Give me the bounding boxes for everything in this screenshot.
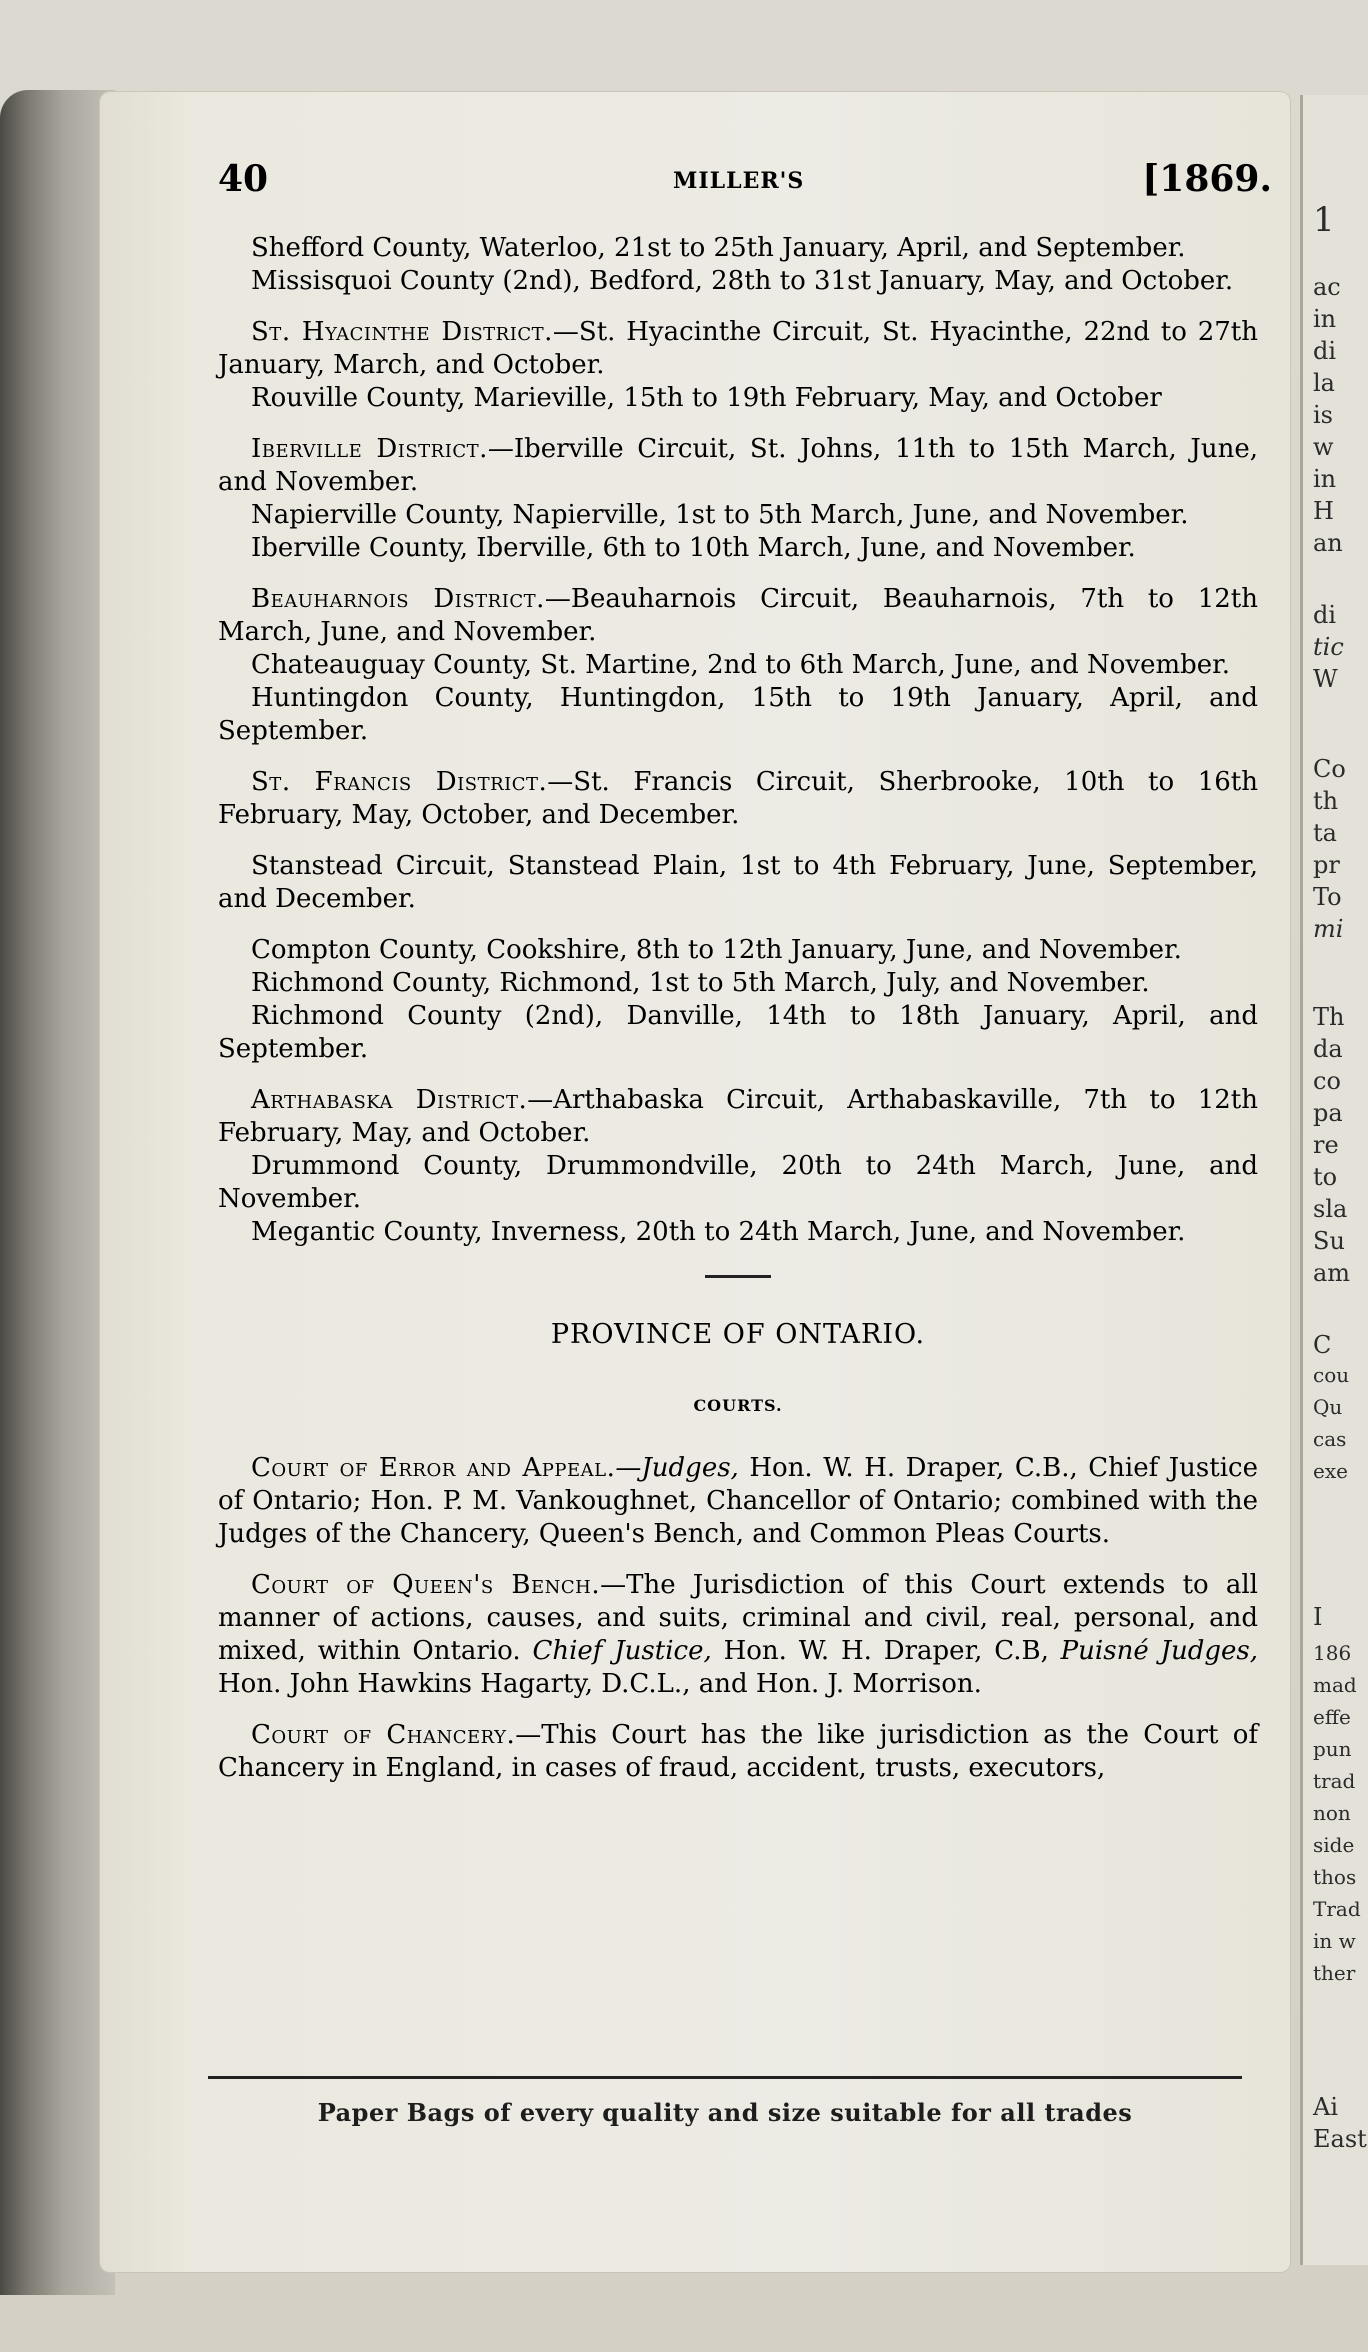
adjacent-page-fragment: ther <box>1313 1961 1356 1985</box>
adjacent-page-fragment: pun <box>1313 1737 1352 1761</box>
court-heading: Court of Queen's Bench. <box>251 1570 601 1600</box>
court-heading: Court of Chancery. <box>251 1720 516 1750</box>
paragraph: Richmond County (2nd), Danville, 14th to 18th January, April, and September. <box>218 1001 1258 1064</box>
adjacent-page-edge <box>1300 95 1368 2265</box>
court-heading: Court of Error and Appeal. <box>251 1453 616 1483</box>
adjacent-page-fragment: W <box>1313 665 1338 693</box>
italic-term: Judges, <box>641 1453 739 1483</box>
page-number: 40 <box>218 158 269 200</box>
adjacent-page-fragment: H <box>1313 497 1334 525</box>
paragraph: Stanstead Circuit, Stanstead Plain, 1st to 4th February, June, September, and December. <box>218 851 1258 914</box>
paragraph: Napierville County, Napierville, 1st to 5th March, June, and November. <box>251 500 1189 530</box>
adjacent-page-fragment: in <box>1313 465 1337 493</box>
adjacent-page-fragment: mi <box>1313 915 1344 943</box>
footer-advert: Paper Bags of every quality and size suitable for all trades <box>317 2098 1133 2127</box>
district-heading: Iberville District. <box>251 434 488 464</box>
adjacent-page-fragment: effe <box>1313 1705 1351 1729</box>
adjacent-page-fragment: side <box>1313 1833 1355 1857</box>
adjacent-page-fragment: in w <box>1313 1929 1356 1953</box>
adjacent-page-fragment: exe <box>1313 1459 1348 1483</box>
paragraph: Huntingdon County, Huntingdon, 15th to 19th January, April, and September. <box>218 683 1258 746</box>
adjacent-page-fragment: cou <box>1313 1363 1350 1387</box>
running-header <box>218 158 1272 206</box>
adjacent-page-fragment: in <box>1313 305 1337 333</box>
footer-rule <box>208 2076 1242 2079</box>
paragraph <box>218 1719 1258 1785</box>
adjacent-page-fragment: I <box>1313 1603 1323 1631</box>
adjacent-page-fragment: tic <box>1313 633 1344 661</box>
paragraph: Compton County, Cookshire, 8th to 12th January, June, and November. <box>251 935 1182 965</box>
adjacent-page-fragment: re <box>1313 1131 1339 1159</box>
page-body <box>218 232 1258 1785</box>
adjacent-page-fragment: th <box>1313 787 1339 815</box>
italic-term: Chief Justice, <box>532 1636 712 1666</box>
adjacent-page-fragment: cas <box>1313 1427 1347 1451</box>
adjacent-page-fragment: 1 <box>1313 200 1335 240</box>
adjacent-page-fragment: pr <box>1313 851 1340 879</box>
adjacent-page-fragment: East <box>1313 2125 1367 2153</box>
paragraph: Rouville County, Marieville, 15th to 19th February, May, and October <box>251 383 1162 413</box>
paragraph-text: —The Jurisdiction of this Court extends to all manner of actions, causes, and suits, criminal and civil, real, personal, and mixed, within Ontario. <box>218 1570 1258 1666</box>
adjacent-page-fragment: da <box>1313 1035 1343 1063</box>
adjacent-page-fragment: Th <box>1313 1003 1345 1031</box>
paragraph-text: —St. Hyacinthe Circuit, St. Hyacinthe, 22nd to 27th January, March, and October. <box>218 317 1258 380</box>
paragraph-text: —Beauharnois Circuit, Beauharnois, 7th to 12th March, June, and November. <box>218 584 1258 647</box>
paragraph <box>218 433 1258 499</box>
adjacent-page-fragment: is <box>1313 401 1333 429</box>
district-heading: St. Hyacinthe District. <box>251 317 553 347</box>
paragraph: Iberville County, Iberville, 6th to 10th March, June, and November. <box>251 533 1136 563</box>
adjacent-page-fragment: am <box>1313 1259 1351 1287</box>
paragraph <box>218 583 1258 649</box>
paragraph <box>218 766 1258 832</box>
paragraph-text: —St. Francis Circuit, Sherbrooke, 10th to 16th February, May, October, and December. <box>218 767 1258 830</box>
adjacent-page-fragment: Co <box>1313 755 1346 783</box>
adjacent-page-fragment: co <box>1313 1067 1341 1095</box>
section-heading: PROVINCE OF ONTARIO. <box>550 1319 926 1350</box>
paragraph: Megantic County, Inverness, 20th to 24th March, June, and November. <box>251 1217 1186 1247</box>
paragraph <box>218 1084 1258 1150</box>
paragraph-text: —Iberville Circuit, St. Johns, 11th to 15th March, June, and November. <box>218 434 1258 497</box>
running-year: [1869. <box>1142 158 1272 200</box>
adjacent-page-fragment: Ai <box>1313 2093 1339 2121</box>
paragraph: Richmond County, Richmond, 1st to 5th March, July, and November. <box>251 968 1150 998</box>
adjacent-page-fragment: Trad <box>1313 1897 1361 1921</box>
paragraph-text: Hon. W. H. Draper, C.B., Chief Justice of Ontario; Hon. P. M. Vankoughnet, Chancellor of Ontario; combined with the Judges of the Chancery, Queen's Bench, and Common Pleas Courts. <box>218 1453 1258 1549</box>
adjacent-page-fragment: Su <box>1313 1227 1345 1255</box>
adjacent-page-fragment: la <box>1313 369 1335 397</box>
adjacent-page-fragment: di <box>1313 601 1337 629</box>
subsection-heading: COURTS. <box>693 1396 783 1415</box>
paragraph <box>218 1452 1258 1551</box>
paragraph-text: —Arthabaska Circuit, Arthabaskaville, 7th to 12th February, May, and October. <box>218 1085 1258 1148</box>
adjacent-page-fragment: mad <box>1313 1673 1357 1697</box>
adjacent-page-fragment: Qu <box>1313 1395 1343 1419</box>
paragraph-text: —This Court has the like jurisdiction as the Court of Chancery in England, in cases of fraud, accident, trusts, executors, <box>218 1720 1258 1783</box>
district-heading: Arthabaska District. <box>251 1085 528 1115</box>
paragraph-text: Hon. John Hawkins Hagarty, D.C.L., and Hon. J. Morrison. <box>218 1669 982 1699</box>
adjacent-page-fragment: to <box>1313 1163 1338 1191</box>
adjacent-page-fragment: ta <box>1313 819 1337 847</box>
paragraph: Chateauguay County, St. Martine, 2nd to 6th March, June, and November. <box>251 650 1231 680</box>
section-divider <box>705 1275 771 1278</box>
paragraph: Missisquoi County (2nd), Bedford, 28th to 31st January, May, and October. <box>251 266 1234 296</box>
adjacent-page-fragment: an <box>1313 529 1343 557</box>
adjacent-page-fragment: pa <box>1313 1099 1343 1127</box>
paragraph: Shefford County, Waterloo, 21st to 25th January, April, and September. <box>251 233 1186 263</box>
paragraph <box>218 316 1258 382</box>
dash: — <box>615 1453 642 1483</box>
adjacent-page-fragment: non <box>1313 1801 1351 1825</box>
district-heading: Beauharnois District. <box>251 584 545 614</box>
district-heading: St. Francis District. <box>251 767 548 797</box>
adjacent-page-fragment: To <box>1313 883 1342 911</box>
adjacent-page-fragment: thos <box>1313 1865 1357 1889</box>
adjacent-page-fragment: trad <box>1313 1769 1356 1793</box>
italic-term: Puisné Judges, <box>1060 1636 1258 1666</box>
adjacent-page-fragment: C <box>1313 1331 1332 1359</box>
paragraph: Drummond County, Drummondville, 20th to 24th March, June, and November. <box>218 1151 1258 1214</box>
book-spine <box>0 90 115 2295</box>
adjacent-page-fragment: ac <box>1313 273 1341 301</box>
running-title: MILLER'S <box>673 168 805 194</box>
adjacent-page-fragment: sla <box>1313 1195 1348 1223</box>
adjacent-page-fragment: 186 <box>1313 1641 1352 1665</box>
adjacent-page-fragment: di <box>1313 337 1337 365</box>
paragraph-text: Hon. W. H. Draper, C.B, <box>711 1636 1061 1666</box>
adjacent-page-fragment: w <box>1313 433 1334 461</box>
paragraph <box>218 1569 1258 1701</box>
